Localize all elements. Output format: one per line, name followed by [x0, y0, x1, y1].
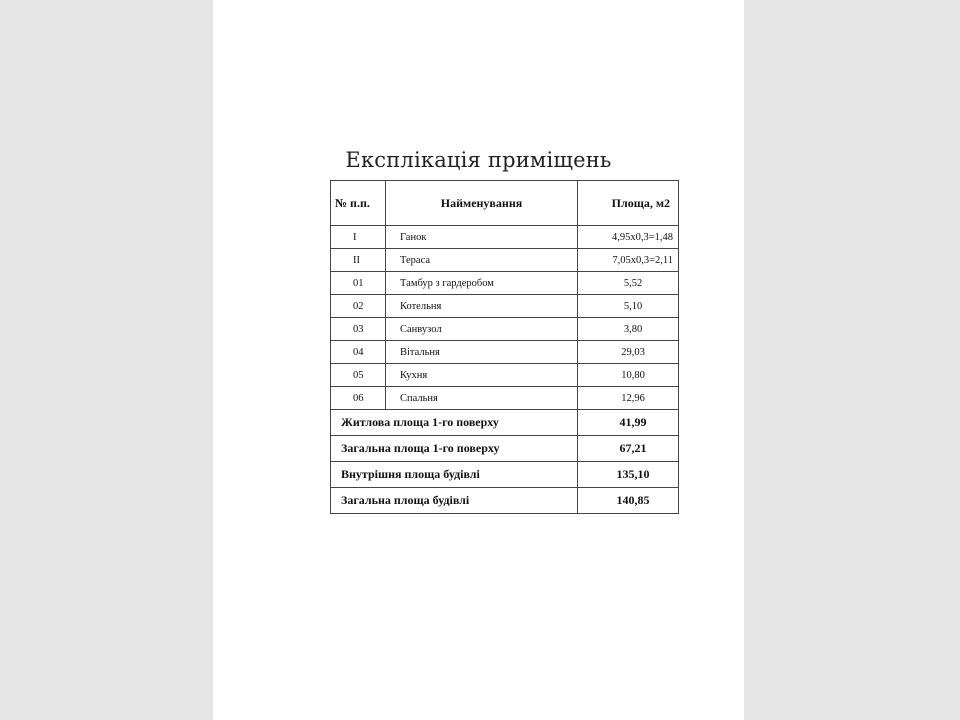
row-area: 5,52 [578, 272, 679, 295]
row-number: II [331, 249, 386, 272]
row-name: Санвузол [386, 318, 578, 341]
header-number: № п.п. [331, 181, 386, 226]
header-area: Площа, м2 [578, 181, 679, 226]
row-number: I [331, 226, 386, 249]
row-area: 7,05х0,3=2,11 [578, 249, 679, 272]
table-row [331, 272, 679, 295]
row-name: Котельня [386, 295, 578, 318]
row-name: Вітальня [386, 341, 578, 364]
table-row [331, 364, 679, 387]
total-row [331, 462, 679, 488]
table-row [331, 387, 679, 410]
row-area: 5,10 [578, 295, 679, 318]
row-name: Ганок [386, 226, 578, 249]
table-header-row [331, 181, 679, 226]
row-number: 02 [331, 295, 386, 318]
table-row [331, 318, 679, 341]
row-name: Спальня [386, 387, 578, 410]
total-area: 67,21 [578, 436, 679, 462]
row-name: Тераса [386, 249, 578, 272]
row-number: 03 [331, 318, 386, 341]
total-row [331, 410, 679, 436]
total-area: 135,10 [578, 462, 679, 488]
total-area: 41,99 [578, 410, 679, 436]
row-number: 01 [331, 272, 386, 295]
total-label: Житлова площа 1-го поверху [331, 410, 578, 436]
table-row [331, 295, 679, 318]
total-row [331, 488, 679, 514]
row-number: 05 [331, 364, 386, 387]
total-label: Загальна площа будівлі [331, 488, 578, 514]
table-row [331, 341, 679, 364]
row-area: 10,80 [578, 364, 679, 387]
table-row [331, 249, 679, 272]
total-label: Внутрішня площа будівлі [331, 462, 578, 488]
row-name: Тамбур з гардеробом [386, 272, 578, 295]
row-area: 29,03 [578, 341, 679, 364]
row-area: 4,95х0,3=1,48 [578, 226, 679, 249]
total-row [331, 436, 679, 462]
total-label: Загальна площа 1-го поверху [331, 436, 578, 462]
header-name: Найменування [386, 181, 578, 226]
row-area: 12,96 [578, 387, 679, 410]
document-title: Експлікація приміщень [345, 148, 612, 172]
explication-table [330, 180, 679, 514]
total-area: 140,85 [578, 488, 679, 514]
row-number: 06 [331, 387, 386, 410]
document-page [213, 0, 744, 720]
row-name: Кухня [386, 364, 578, 387]
row-number: 04 [331, 341, 386, 364]
table-row [331, 226, 679, 249]
row-area: 3,80 [578, 318, 679, 341]
